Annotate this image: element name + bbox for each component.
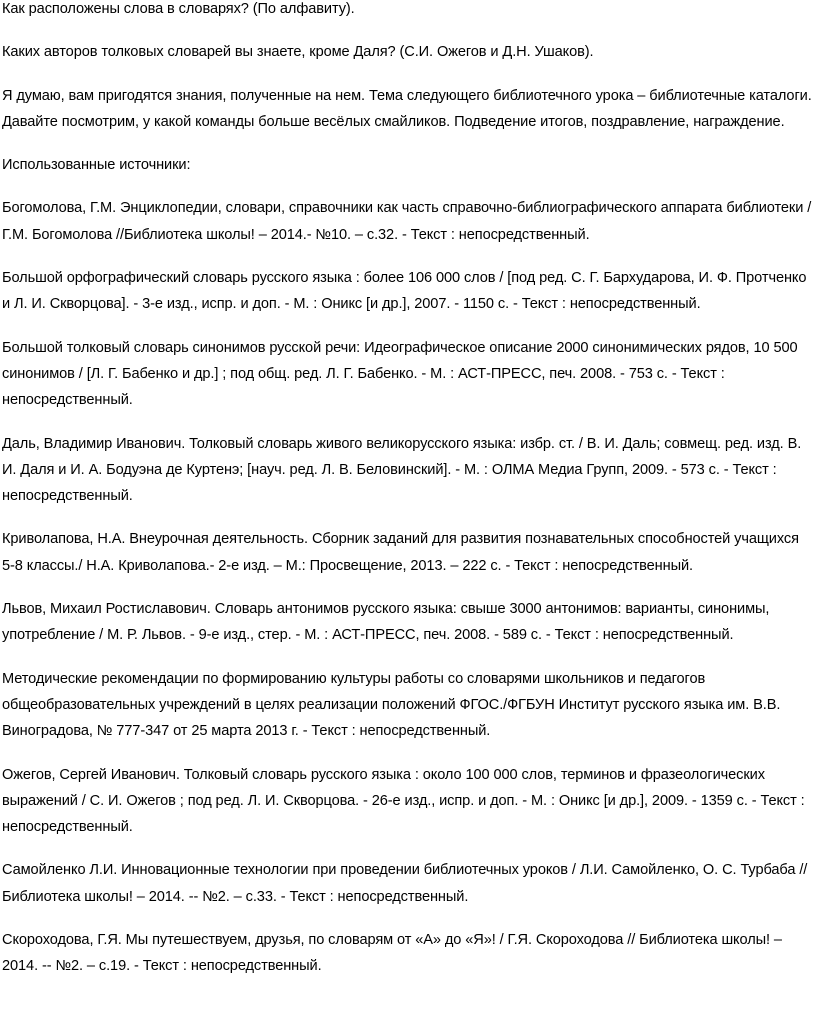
source-entry: Самойленко Л.И. Инновационные технологии при проведении библиотечных уроков / Л.И. Самойленко, О. С. Турбаба //Библиотека школы! – 2014. -- №2. – с.33. - Текст : непосредственный. bbox=[2, 862, 808, 905]
source-entry: Криволапова, Н.А. Внеурочная деятельность. Сборник заданий для развития познавательных способностей учащихся 5-8 классы./ Н.А. Криволапова.- 2-е изд. – М.: Просвещение, 2013. – 222 с. - Текст : непосредственный. bbox=[2, 531, 799, 574]
source-entry: Методические рекомендации по формированию культуры работы со словарями школьников и педагогов общеобразовательных учреждений в целях реализации положений ФГОС./ФГБУН Институт русского языка им. В.В. Виноградова, № 777-347 от 25 марта 2013 г. - Текст : непосредственный. bbox=[2, 670, 781, 740]
sources-heading: Использованные источники: bbox=[2, 157, 191, 174]
source-entry: Львов, Михаил Ростиславович. Словарь антонимов русского языка: свыше 3000 антонимов: варианты, синонимы, употребление / М. Р. Львов. - 9-е изд., стер. - М. : АСТ-ПРЕСС, печ. 2008. - 589 с. - Текст : непосредственный. bbox=[2, 601, 770, 644]
intro-conclusion: Я думаю, вам пригодятся знания, полученные на нем. Тема следующего библиотечного урока – библиотечные каталоги. Давайте посмотрим, у какой команды больше весёлых смайликов. Подведение итогов, поздравление, награждение. bbox=[2, 87, 812, 130]
intro-question-authors: Каких авторов толковых словарей вы знаете, кроме Даля? (С.И. Ожегов и Д.Н. Ушаков). bbox=[2, 44, 594, 61]
source-entry: Даль, Владимир Иванович. Толковый словарь живого великорусского языка: избр. ст. / В. И. Даль; совмещ. ред. изд. В. И. Даля и И. А. Бодуэна де Куртенэ; [науч. ред. Л. В. Беловинский]. - М. : ОЛМА Медиа Групп, 2009. - 573 с. - Текст : непосредственный. bbox=[2, 435, 802, 505]
source-entry: Ожегов, Сергей Иванович. Толковый словарь русского языка : около 100 000 слов, терминов и фразеологических выражений / С. И. Ожегов ; под ред. Л. И. Скворцова. - 26-е изд., испр. и доп. - М. : Оникс [и др.], 2009. - 1359 с. - Текст : непосредственный. bbox=[2, 766, 805, 836]
source-entry: Большой толковый словарь синонимов русской речи: Идеографическое описание 2000 синонимических рядов, 10 500 синонимов / [Л. Г. Бабенко и др.] ; под общ. ред. Л. Г. Бабенко. - М. : АСТ-ПРЕСС, печ. 2008. - 753 с. - Текст : непосредственный. bbox=[2, 339, 798, 409]
source-entry: Большой орфографический словарь русского языка : более 106 000 слов / [под ред. С. Г. Бархударова, И. Ф. Протченко и Л. И. Скворцова]. - 3-е изд., испр. и доп. - М. : Оникс [и др.], 2007. - 1150 с. - Текст : непосредственный. bbox=[2, 270, 807, 313]
source-entry: Богомолова, Г.М. Энциклопедии, словари, справочники как часть справочно-библиографического аппарата библиотеки / Г.М. Богомолова //Библиотека школы! – 2014.- №10. – с.32. - Текст : непосредственный. bbox=[2, 200, 812, 243]
source-entry: Скороходова, Г.Я. Мы путешествуем, друзья, по словарям от «А» до «Я»! / Г.Я. Скороходова // Библиотека школы! – 2014. -- №2. – с.19. - Текст : непосредственный. bbox=[2, 932, 782, 975]
intro-question-alphabet: Как расположены слова в словарях? (По алфавиту). bbox=[2, 1, 355, 17]
